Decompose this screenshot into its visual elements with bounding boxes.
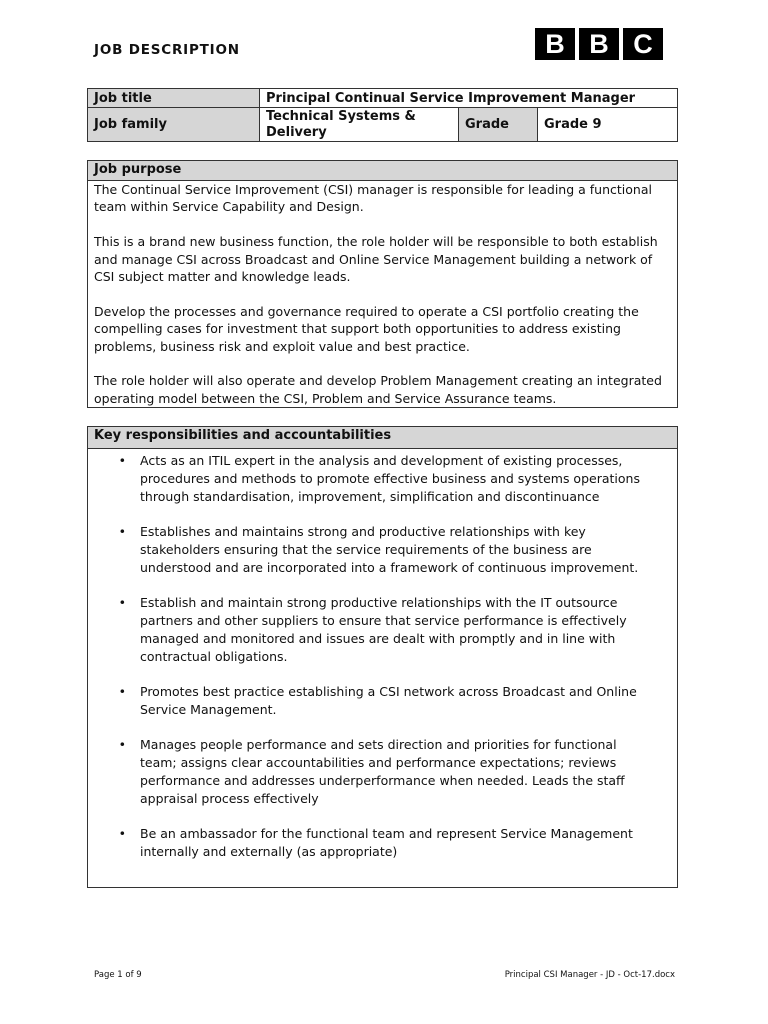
document-filename: Principal CSI Manager - JD - Oct-17.docx (504, 970, 675, 980)
list-item (88, 683, 677, 719)
responsibility-text: Promotes best practice establishing a CSI network across Broadcast and Online Service Management. (140, 684, 637, 717)
bbc-logo (535, 28, 663, 60)
job-purpose-section (87, 160, 678, 408)
responsibilities-list (88, 449, 677, 861)
bullet-icon: • (118, 595, 126, 610)
job-family-value: Technical Systems & Delivery (260, 108, 459, 142)
purpose-paragraph: The role holder will also operate and develop Problem Management creating an integrated operating model between the CSI, Problem and Service Assurance teams. (94, 373, 662, 406)
bullet-icon: • (118, 453, 126, 468)
responsibility-text: Acts as an ITIL expert in the analysis and development of existing processes, procedures and methods to promote effective business and systems operations through standardisation, improvement, simplification and discontinuance (140, 453, 640, 504)
bullet-icon: • (118, 826, 126, 841)
grade-label: Grade (459, 108, 538, 142)
responsibility-text: Be an ambassador for the functional team and represent Service Management internally and externally (as appropriate) (140, 826, 633, 859)
responsibility-text: Manages people performance and sets direction and priorities for functional team; assigns clear accountabilities and performance expectations; reviews performance and addresses underperformance when needed. Leads the staff appraisal process effectively (140, 737, 625, 806)
list-item (88, 594, 677, 666)
responsibilities-section (87, 426, 678, 888)
grade-value: Grade 9 (538, 108, 678, 142)
responsibility-text: Establish and maintain strong productive relationships with the IT outsource partners and other suppliers to ensure that service performance is effectively managed and monitored and issues are dealt with promptly and in line with contractual obligations. (140, 595, 627, 664)
bullet-icon: • (118, 737, 126, 752)
page-number: Page 1 of 9 (94, 970, 142, 980)
job-family-label: Job family (88, 108, 260, 142)
list-item (88, 736, 677, 808)
logo-block-1: B (535, 28, 575, 60)
job-title-value: Principal Continual Service Improvement Manager (260, 89, 678, 108)
list-item (88, 523, 677, 577)
bullet-icon: • (118, 684, 126, 699)
document-heading: JOB DESCRIPTION (94, 42, 240, 58)
job-info-table (87, 88, 678, 142)
logo-block-2: B (579, 28, 619, 60)
job-title-label: Job title (88, 89, 260, 108)
list-item (88, 825, 677, 861)
job-purpose-heading: Job purpose (88, 161, 677, 181)
job-purpose-body (88, 181, 677, 407)
purpose-paragraph: The Continual Service Improvement (CSI) manager is responsible for leading a functional team within Service Capability and Design. (94, 182, 652, 215)
purpose-paragraph: This is a brand new business function, the role holder will be responsible to both establish and manage CSI across Broadcast and Online Service Management building a network of CSI subject matter and knowledge leads. (94, 234, 658, 285)
responsibility-text: Establishes and maintains strong and productive relationships with key stakeholders ensuring that the service requirements of the business are understood and are incorporated into a framework of continuous improvement. (140, 524, 639, 575)
list-item (88, 452, 677, 506)
responsibilities-heading: Key responsibilities and accountabilities (88, 427, 677, 449)
bullet-icon: • (118, 524, 126, 539)
purpose-paragraph: Develop the processes and governance required to operate a CSI portfolio creating the compelling cases for investment that support both opportunities to address existing problems, business risk and exploit value and best practice. (94, 303, 639, 354)
logo-block-3: C (623, 28, 663, 60)
